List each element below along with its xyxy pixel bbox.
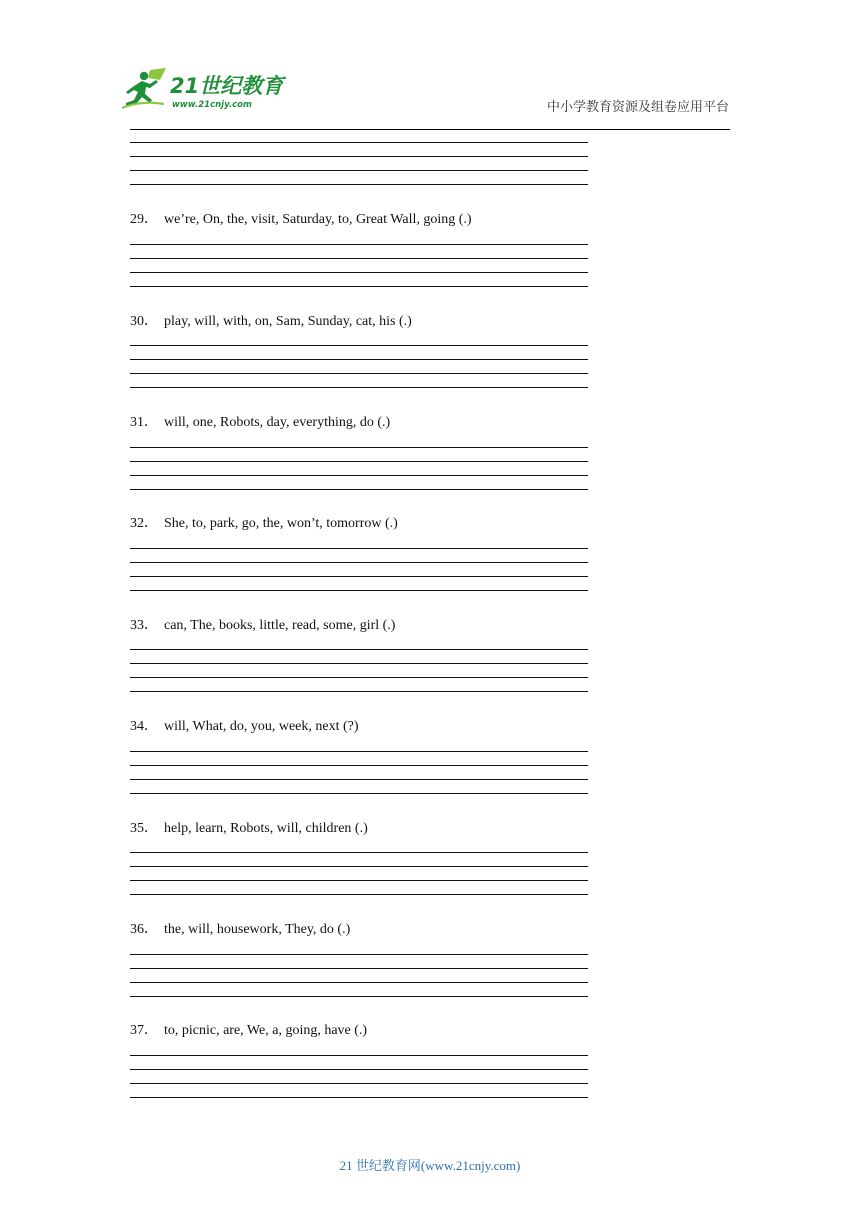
answer-line — [130, 779, 588, 780]
logo — [120, 66, 295, 116]
answer-line — [130, 880, 588, 881]
answer-line — [130, 286, 588, 287]
page-footer: 21 世纪教育网(www.21cnjy.com) — [339, 1158, 521, 1173]
answer-line — [130, 142, 588, 143]
question-words: can, The, books, little, read, some, girl (.) — [164, 618, 396, 633]
question-29 — [130, 208, 472, 228]
question-31 — [130, 411, 390, 431]
question-number: 35． — [130, 821, 158, 836]
answer-line — [130, 387, 588, 388]
answer-line — [130, 170, 588, 171]
runner-logo-icon — [120, 66, 170, 112]
answer-line — [130, 691, 588, 692]
platform-title: 中小学教育资源及组卷应用平台 — [546, 100, 729, 115]
question-number: 34． — [130, 719, 158, 734]
answer-line — [130, 359, 588, 360]
answer-line — [130, 461, 588, 462]
question-35 — [130, 817, 368, 837]
answer-line — [130, 982, 588, 983]
question-number: 30． — [130, 314, 158, 329]
answer-line — [130, 272, 588, 273]
answer-line — [130, 954, 588, 955]
answer-line — [130, 548, 588, 549]
question-30 — [130, 310, 412, 330]
question-37 — [130, 1019, 367, 1039]
answer-line — [130, 345, 588, 346]
answer-line — [130, 852, 588, 853]
answer-line — [130, 1097, 588, 1098]
question-number: 36． — [130, 922, 158, 937]
question-number: 33． — [130, 618, 158, 633]
answer-line — [130, 475, 588, 476]
answer-line — [130, 793, 588, 794]
question-number: 31． — [130, 415, 158, 430]
answer-line — [130, 968, 588, 969]
answer-line — [130, 489, 588, 490]
answer-line — [130, 447, 588, 448]
answer-line — [130, 562, 588, 563]
answer-line — [130, 996, 588, 997]
question-33 — [130, 614, 395, 634]
answer-line — [130, 649, 588, 650]
question-words: help, learn, Robots, will, children (.) — [164, 821, 368, 836]
answer-line — [130, 184, 588, 185]
question-32 — [130, 512, 398, 532]
page-header — [0, 0, 860, 132]
question-number: 37． — [130, 1023, 158, 1038]
answer-line — [130, 1083, 588, 1084]
answer-line — [130, 663, 588, 664]
question-words: will, one, Robots, day, everything, do (.) — [164, 415, 391, 430]
question-words: the, will, housework, They, do (.) — [164, 922, 351, 937]
header-divider — [130, 129, 730, 130]
question-words: to, picnic, are, We, a, going, have (.) — [164, 1023, 368, 1038]
answer-line — [130, 1055, 588, 1056]
answer-line — [130, 258, 588, 259]
question-words: She, to, park, go, the, won’t, tomorrow (.) — [164, 516, 398, 531]
question-36 — [130, 918, 350, 938]
answer-line — [130, 677, 588, 678]
answer-line — [130, 590, 588, 591]
question-number: 32． — [130, 516, 158, 531]
answer-line — [130, 765, 588, 766]
question-34 — [130, 715, 359, 735]
logo-url: www.21cnjy.com — [172, 100, 252, 110]
answer-line — [130, 894, 588, 895]
logo-text: 21世纪教育 — [170, 74, 284, 98]
question-words: we’re, On, the, visit, Saturday, to, Great Wall, going (.) — [164, 212, 472, 227]
answer-line — [130, 244, 588, 245]
answer-line — [130, 751, 588, 752]
question-words: play, will, with, on, Sam, Sunday, cat, his (.) — [164, 314, 412, 329]
question-words: will, What, do, you, week, next (?) — [164, 719, 359, 734]
answer-line — [130, 576, 588, 577]
question-number: 29． — [130, 212, 158, 227]
answer-line — [130, 1069, 588, 1070]
answer-line — [130, 373, 588, 374]
answer-line — [130, 866, 588, 867]
answer-line — [130, 156, 588, 157]
